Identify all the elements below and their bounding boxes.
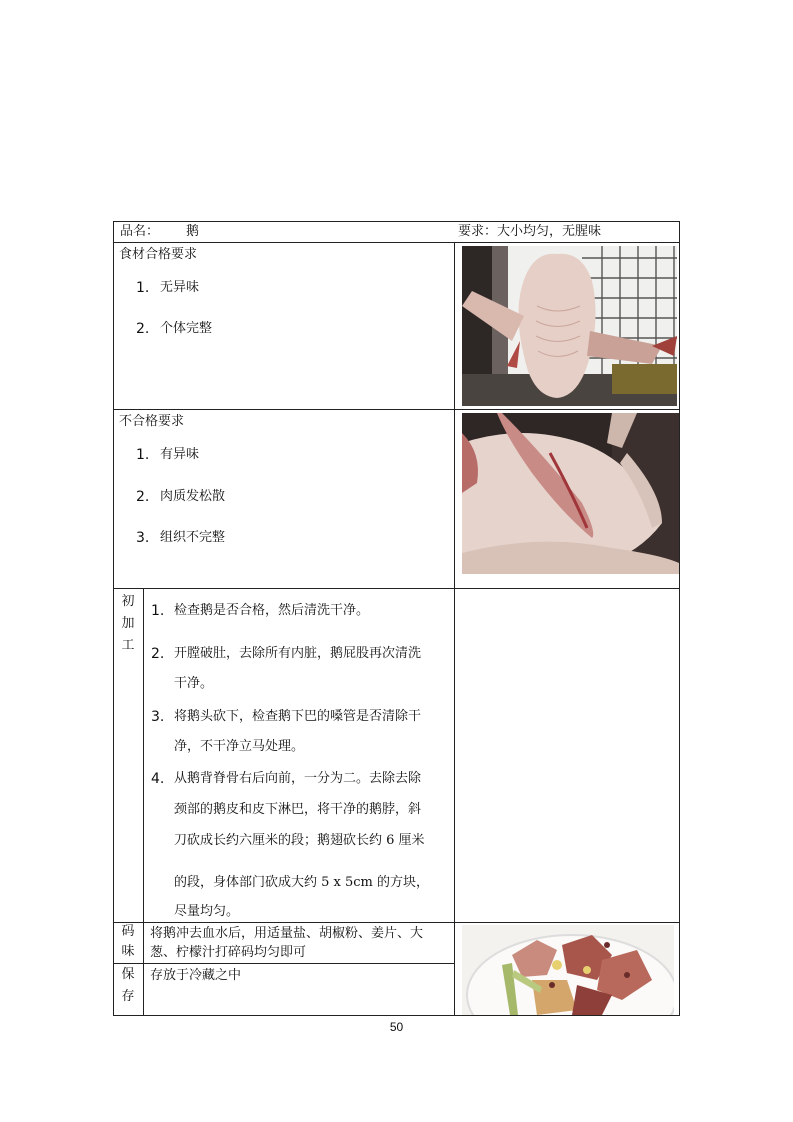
qualified-item-text: 无异味 <box>160 280 200 295</box>
page-number: 50 <box>389 1020 404 1034</box>
step-number: 4. <box>151 771 165 787</box>
whole-goose-photo <box>462 246 677 406</box>
unqualified-item-text: 有异味 <box>160 447 200 462</box>
processing-label-char: 加 <box>121 616 135 631</box>
product-name-label: 品名： <box>120 224 160 239</box>
row-divider <box>114 963 454 964</box>
step-text-line: 从鹅背脊骨右后向前，一分为二。去除去除 <box>174 771 422 786</box>
qualified-item-number: 2. <box>136 321 150 337</box>
processing-label-char: 工 <box>121 638 135 653</box>
row-divider <box>114 588 679 589</box>
qualified-item-number: 1. <box>136 280 150 296</box>
row-divider <box>114 409 679 410</box>
marinate-label-char: 味 <box>121 944 135 959</box>
unqualified-item-text: 组织不完整 <box>160 530 226 545</box>
step-text-line: 将鹅头砍下，检查鹅下巴的嗓管是否清除干 <box>174 709 422 724</box>
step-text-line: 净，不干净立马处理。 <box>174 739 305 754</box>
step-text-line: 干净。 <box>174 676 214 691</box>
goose-in-pan-photo <box>462 413 679 574</box>
step-text-line: 尽量均匀。 <box>174 904 240 919</box>
step-text-line: 刀砍成长约六厘米的段；鹅翅砍长约 6 厘米 <box>174 833 425 848</box>
column-divider <box>454 242 455 1015</box>
storage-label-char: 存 <box>121 989 135 1004</box>
row-divider <box>114 922 679 923</box>
unqualified-item-number: 3. <box>136 530 150 546</box>
qualified-item-text: 个体完整 <box>160 321 213 336</box>
goose-spec-table <box>113 221 680 1016</box>
storage-label-char: 保 <box>121 967 135 982</box>
processing-label-char: 初 <box>121 594 135 609</box>
marinate-text-line: 将鹅冲去血水后，用适量盐、胡椒粉、姜片、大 <box>150 926 424 941</box>
unqualified-item-text: 肉质发松散 <box>160 489 226 504</box>
row-divider <box>114 242 679 243</box>
step-text-line: 检查鹅是否合格，然后清洗干净。 <box>174 603 370 618</box>
qualified-title: 食材合格要求 <box>119 247 198 262</box>
step-text-line: 的段，身体部门砍成大约 5 x 5cm 的方块， <box>174 875 430 890</box>
step-text-line: 开膛破肚，去除所有内脏，鹅屁股再次清洗 <box>174 646 422 661</box>
column-divider <box>143 588 144 1015</box>
storage-text: 存放于冷藏之中 <box>150 968 242 983</box>
product-name-value: 鹅 <box>186 224 200 239</box>
step-number: 1. <box>151 603 165 619</box>
step-number: 3. <box>151 709 165 725</box>
unqualified-title: 不合格要求 <box>119 414 185 429</box>
step-text-line: 颈部的鹅皮和皮下淋巴，将干净的鹅脖，斜 <box>174 802 422 817</box>
requirement-text: 要求：大小均匀，无腥味 <box>458 224 602 239</box>
marinate-text-line: 葱、柠檬汁打碎码均匀即可 <box>150 945 307 960</box>
unqualified-item-number: 2. <box>136 489 150 505</box>
marinated-goose-photo <box>462 925 674 1015</box>
marinate-label-char: 码 <box>121 924 135 939</box>
unqualified-item-number: 1. <box>136 447 150 463</box>
step-number: 2. <box>151 646 165 662</box>
